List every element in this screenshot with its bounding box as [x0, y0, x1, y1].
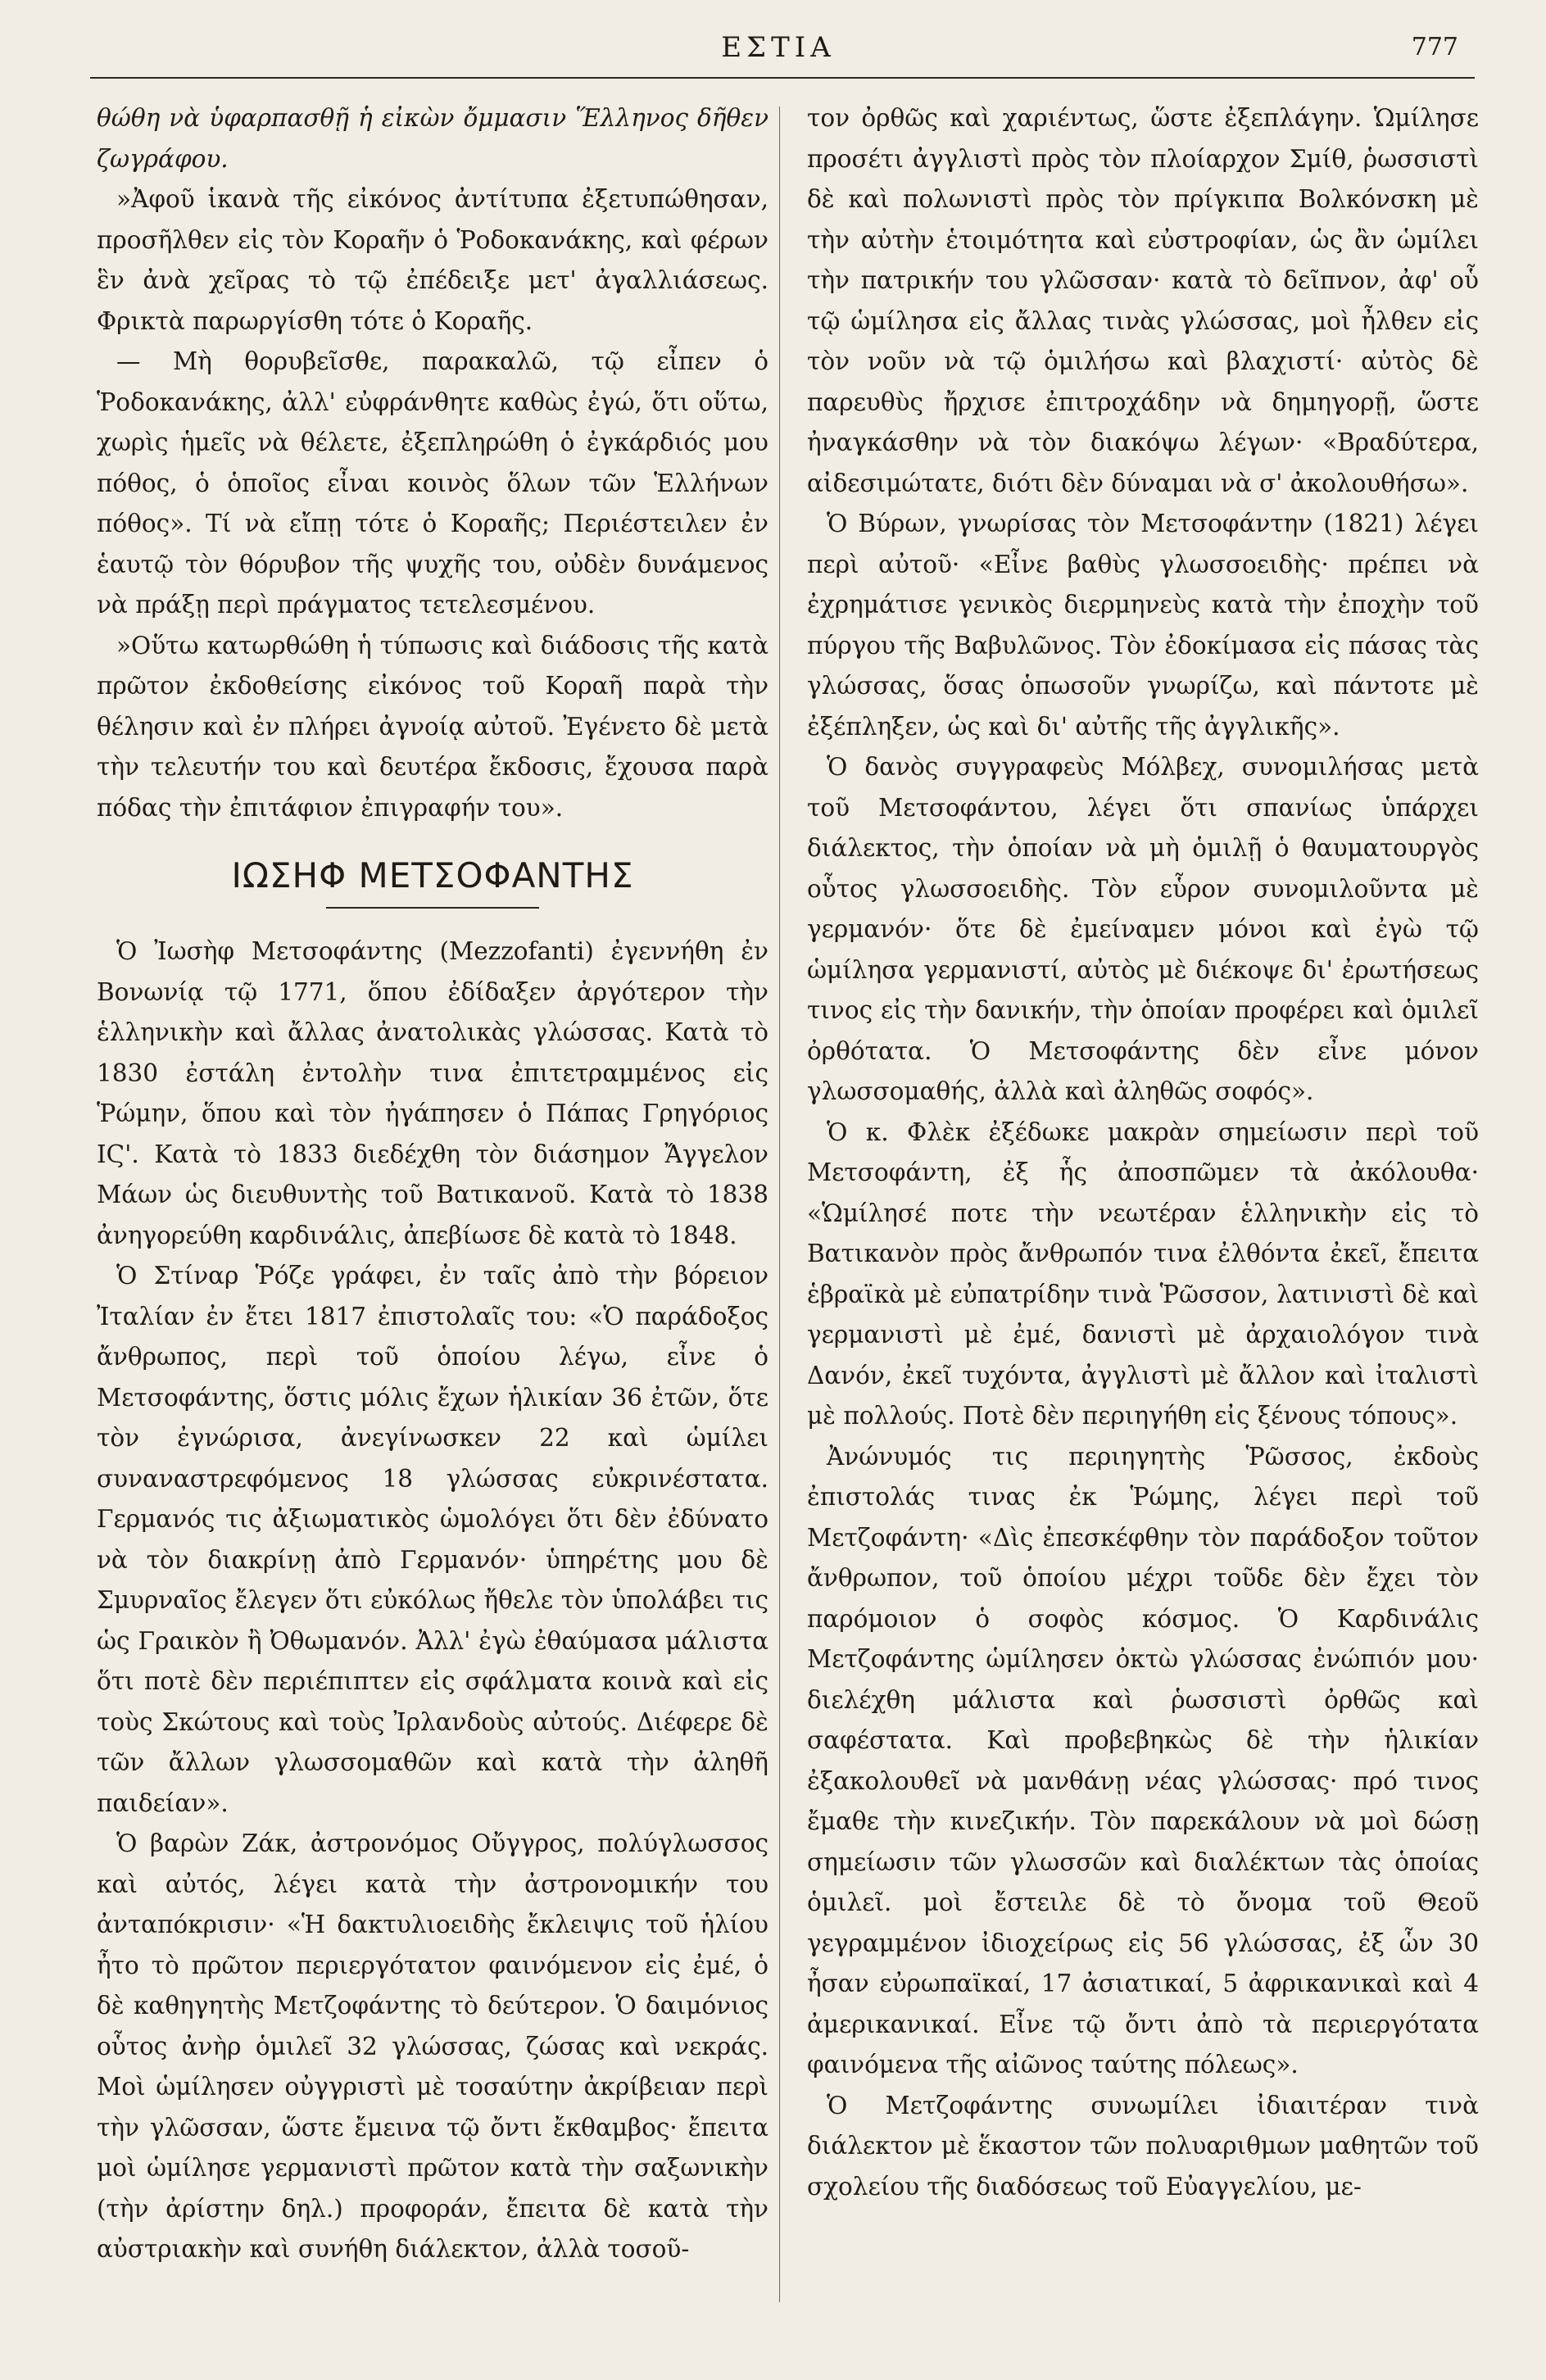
paragraph: »Οὕτω κατωρθώθη ἡ τύπωσις καὶ διάδοσις τῆς κατὰ πρῶτον ἐκδοθείσης εἰκόνος τοῦ Κοραῆ παρὰ τὴν θέλησιν καὶ ἐν πλήρει ἀγνοίᾳ αὐτοῦ. Ἐγένετο δὲ μετὰ τὴν τελευτήν του καὶ δευτέρα ἔκδοσις, ἔχουσα παρὰ πόδας τὴν ἐπιτάφιον ἐπιγραφήν του».	[97, 631, 768, 822]
paragraph: »Ἀφοῦ ἱκανὰ τῆς εἰκόνος ἀντίτυπα ἐξετυπώθησαν, προσῆλθεν εἰς τὸν Κοραῆν ὁ Ῥοδοκανάκης, καὶ φέρων ἓν ἀνὰ χεῖρας τὸ τῷ ἐπέδειξε μετ' ἀγαλλιάσεως. Φρικτὰ παρωργίσθη τότε ὁ Κοραῆς.	[97, 185, 768, 335]
paragraph: Ὁ Μετζοφάντης συνωμίλει ἰδιαιτέραν τινὰ διάλεκτον μὲ ἕκαστον τῶν πολυαριθμων μαθητῶν τοῦ σχολείου τῆς διαδόσεως τοῦ Εὐαγγελίου, με-	[807, 2091, 1479, 2201]
paragraph: Ὁ δανὸς συγγραφεὺς Μόλβεχ, συνομιλήσας μετὰ τοῦ Μετσοφάντου, λέγει ὅτι σπανίως ὑπάρχει διάλεκτος, τὴν ὁποίαν νὰ μὴ ὁμιλῇ ὁ θαυματουργὸς οὗτος γλωσσοειδὴς. Τὸν εὗρον συνομιλοῦντα μὲ γερμανόν· ὅτε δὲ ἐμείναμεν μόνοι καὶ ἐγὼ τῷ ὡμίλησα γερμανιστί, αὐτὸς μὲ διέκοψε δι' ἐρωτήσεως τινος εἰς τὴν δανικήν, τὴν ὁποίαν προφέρει καὶ ὁμιλεῖ ὀρθότατα. Ὁ Μετσοφάντης δὲν εἶνε μόνον γλωσσομαθής, ἀλλὰ καὶ ἀληθῶς σοφός».	[807, 753, 1479, 1105]
paragraph: Ὁ Στίναρ Ῥόζε γράφει, ἐν ταῖς ἀπὸ τὴν βόρειον Ἰταλίαν ἐν ἔτει 1817 ἐπιστολαῖς του: «Ὁ παράδοξος ἄνθρωπος, περὶ τοῦ ὁποίου λέγω, εἶνε ὁ Μετσοφάντης, ὅστις μόλις ἔχων ἡλικίαν 36 ἐτῶν, ὅτε τὸν ἐγνώρισα, ἀνεγίνωσκεν 22 καὶ ὡμίλει συναναστρεφόμενος 18 γλώσσας εὐκρινέστατα. Γερμανός τις ἀξιωματικὸς ὡμολόγει ὅτι δὲν ἐδύνατο νὰ τὸν διακρίνῃ ἀπὸ Γερμανόν· ὑπηρέτης μου δὲ Σμυρναῖος ἔλεγεν ὅτι εὐκόλως ἤθελε τὸν ὑπολάβει τις ὡς Γραικὸν ἢ Ὀθωμανόν. Ἀλλ' ἐγὼ ἐθαύμασα μάλιστα ὅτι ποτὲ δὲν περιέπιπτεν εἰς σφάλματα κοινὰ καὶ εἰς τοὺς Σκώτους καὶ τοὺς Ἰρλανδοὺς αὐτούς. Διέφερε δὲ τῶν ἄλλων γλωσσομαθῶν καὶ κατὰ τὴν ἀληθῆ παιδείαν».	[97, 1262, 768, 1817]
section-title: ΙΩΣΗΦ ΜΕΤΣΟΦΑΝΤΗΣ	[231, 855, 634, 895]
paragraph: Ἀνώνυμός τις περιηγητὴς Ῥῶσσος, ἐκδοὺς ἐπιστολάς τινας ἐκ Ῥώμης, λέγει περὶ τοῦ Μετζοφάντη· «Δὶς ἐπεσκέφθην τὸν παράδοξον τοῦτον ἄνθρωπον, τοῦ ὁποίου μέχρι τοῦδε δὲν ἔχει τὸν παρόμοιον ὁ σοφὸς κόσμος. Ὁ Καρδινάλις Μετζοφάντης ὡμίλησεν ὀκτὼ γλώσσας ἐνώπιόν μου· διελέχθη μάλιστα καὶ ῥωσσιστὶ ὀρθῶς καὶ σαφέστατα. Καὶ προβεβηκὼς δὲ τὴν ἡλικίαν ἐξακολουθεῖ νὰ μανθάνῃ νέας γλώσσας· πρό τινος ἔμαθε τὴν κινεζικήν. Τὸν παρεκάλουν νὰ μοὶ δώσῃ σημείωσιν τῶν γλωσσῶν καὶ διαλέκτων τὰς ὁποίας ὁμιλεῖ. μοὶ ἔστειλε δὲ τὸ ὄνομα τοῦ Θεοῦ γεγραμμένον ἰδιοχείρως εἰς 56 γλώσσας, ἐξ ὧν 30 ἦσαν εὐρωπαϊκαί, 17 ἀσιατικαί, 5 ἀφρικανικαὶ καὶ 4 ἀμερικανικαί. Εἶνε τῷ ὄντι ἀπὸ τὰ περιεργότατα φαινόμενα τῆς αἰῶνος ταύτης πόλεως».	[807, 1442, 1479, 2079]
paragraph: — Μὴ θορυβεῖσθε, παρακαλῶ, τῷ εἶπεν ὁ Ῥοδοκανάκης, ἀλλ' εὐφράνθητε καθὼς ἐγώ, ὅτι οὕτω, χωρὶς ἡμεῖς νὰ θέλετε, ἐξεπληρώθη ὁ ἐγκάρδιός μου πόθος, ὁ ὁποῖος εἶναι κοινὸς ὅλων τῶν Ἑλλήνων πόθος». Τί νὰ εἴπῃ τότε ὁ Κοραῆς; Περιέστειλεν ἐν ἑαυτῷ τὸν θόρυβον τῆς ψυχῆς του, οὐδὲν δυνάμενος νὰ πράξῃ περὶ πράγματος τετελεσμένου.	[97, 347, 768, 619]
column-divider	[779, 107, 780, 2302]
paragraph: τον ὀρθῶς καὶ χαριέντως, ὥστε ἐξεπλάγην. Ὡμίλησε προσέτι ἀγγλιστὶ πρὸς τὸν πλοίαρχον Σμίθ, ῥωσσιστὶ δὲ καὶ πολωνιστὶ πρὸς τὸν πρίγκιπα Βολκόνσκη μὲ τὴν αὐτὴν ἑτοιμότητα καὶ εὐστροφίαν, ὡς ἂν ὡμίλει τὴν πατρικήν του γλῶσσαν· κατὰ τὸ δεῖπνον, ἀφ' οὗ τῷ ὡμίλησα εἰς ἄλλας τινὰς γλώσσας, μοὶ ἦλθεν εἰς τὸν νοῦν νὰ τῷ ὁμιλήσω καὶ βλαχιστί· αὐτὸς δὲ παρευθὺς ἤρχισε ἐπιτροχάδην νὰ δημηγορῇ, ὥστε ἠναγκάσθην νὰ τὸν διακόψω λέγων· «Βραδύτερα, αἰδεσιμώτατε, διότι δὲν δύναμαι νὰ σ' ἀκολουθήσω».	[807, 104, 1479, 497]
paragraph: Ὁ Βύρων, γνωρίσας τὸν Μετσοφάντην (1821) λέγει περὶ αὐτοῦ· «Εἶνε βαθὺς γλωσσοειδὴς· πρέπει νὰ ἐχρημάτισε γενικὸς διερμηνεὺς κατὰ τὴν ἐποχὴν τοῦ πύργου τῆς Βαβυλῶνος. Τὸν ἐδοκίμασα εἰς πάσας τὰς γλώσσας, ὅσας ὁπωσοῦν γνωρίζω, καὶ πάντοτε μὲ ἐξέπληξεν, ὡς καὶ δι' αὐτῆς τῆς ἀγγλικῆς».	[807, 510, 1479, 741]
right-column	[807, 98, 1479, 2207]
left-column	[97, 98, 768, 2270]
running-title: ΕΣΤΙΑ	[721, 31, 836, 64]
paragraph: Ὁ βαρὼν Ζάκ, ἀστρονόμος Οὔγγρος, πολύγλωσσος καὶ αὐτός, λέγει κατὰ τὴν ἀστρονομικήν του ἀνταπόκρισιν· «Ἡ δακτυλιοειδὴς ἔκλειψις τοῦ ἡλίου ἦτο τὸ πρῶτον περιεργότατον φαινόμενον εἰς ἐμέ, ὁ δὲ καθηγητὴς Μετζοφάντης τὸ δεύτερον. Ὁ δαιμόνιος οὗτος ἀνὴρ ὁμιλεῖ 32 γλώσσας, ζώσας καὶ νεκράς. Μοὶ ὡμίλησεν οὐγγριστὶ μὲ τοσαύτην ἀκρίβειαν περὶ τὴν γλῶσσαν, ὥστε ἔμεινα τῷ ὄντι ἔκθαμβος· ἔπειτα μοὶ ὡμίλησε γερμανιστὶ πρῶτον κατὰ τὴν σαξωνικὴν (τὴν ἀρίστην δηλ.) προφοράν, ἔπειτα δὲ κατὰ τὴν αὐστριακὴν καὶ συνήθη διάλεκτον, ἀλλὰ τοσοῦ-	[97, 1829, 768, 2263]
page-number: 777	[1411, 33, 1458, 61]
paragraph: θώθη νὰ ὑφαρπασθῇ ἡ εἰκὼν ὄμμασιν Ἕλληνος δῆθεν ζωγράφου.	[97, 104, 768, 173]
title-underline	[326, 907, 539, 909]
paragraph: Ὁ Ἰωσὴφ Μετσοφάντης (Mezzofanti) ἐγεννήθη ἐν Βονωνίᾳ τῷ 1771, ὅπου ἐδίδαξεν ἀργότερον τὴν ἑλληνικὴν καὶ ἄλλας ἀνατολικὰς γλώσσας. Κατὰ τὸ 1830 ἐστάλη ἐντολὴν τινα ἐπιτετραμμένος εἰς Ῥώμην, ὅπου καὶ τὸν ἠγάπησεν ὁ Πάπας Γρηγόριος ΙϚ'. Κατὰ τὸ 1833 διεδέχθη τὸν διάσημον Ἄγγελον Μάων ὡς διευθυντὴς τοῦ Βατικανοῦ. Κατὰ τὸ 1838 ἀνηγορεύθη καρδινάλις, ἀπεβίωσε δὲ κατὰ τὸ 1848.	[97, 937, 768, 1249]
header-rule	[90, 77, 1475, 79]
page-header	[90, 31, 1467, 74]
paragraph: Ὁ κ. Φλὲκ ἐξέδωκε μακρὰν σημείωσιν περὶ τοῦ Μετσοφάντη, ἐξ ἧς ἀποσπῶμεν τὰ ἀκόλουθα· «Ὡμίλησέ ποτε τὴν νεωτέραν ἑλληνικὴν εἰς τὸ Βατικανὸν πρὸς ἄνθρωπόν τινα ἐλθόντα ἐκεῖ, ἔπειτα ἑβραϊκὰ μὲ εὐπατρίδην τινὰ Ῥῶσσον, λατινιστὶ δὲ καὶ γερμανιστὶ μὲ ἐμέ, δανιστὶ μὲ ἀρχαιολόγον τινὰ Δανόν, ἐκεῖ τυχόντα, ἀγγλιστὶ μὲ ἄλλον καὶ ἰταλιστὶ μὲ πολλούς. Ποτὲ δὲν περιηγήθη εἰς ξένους τόπους».	[807, 1117, 1479, 1430]
